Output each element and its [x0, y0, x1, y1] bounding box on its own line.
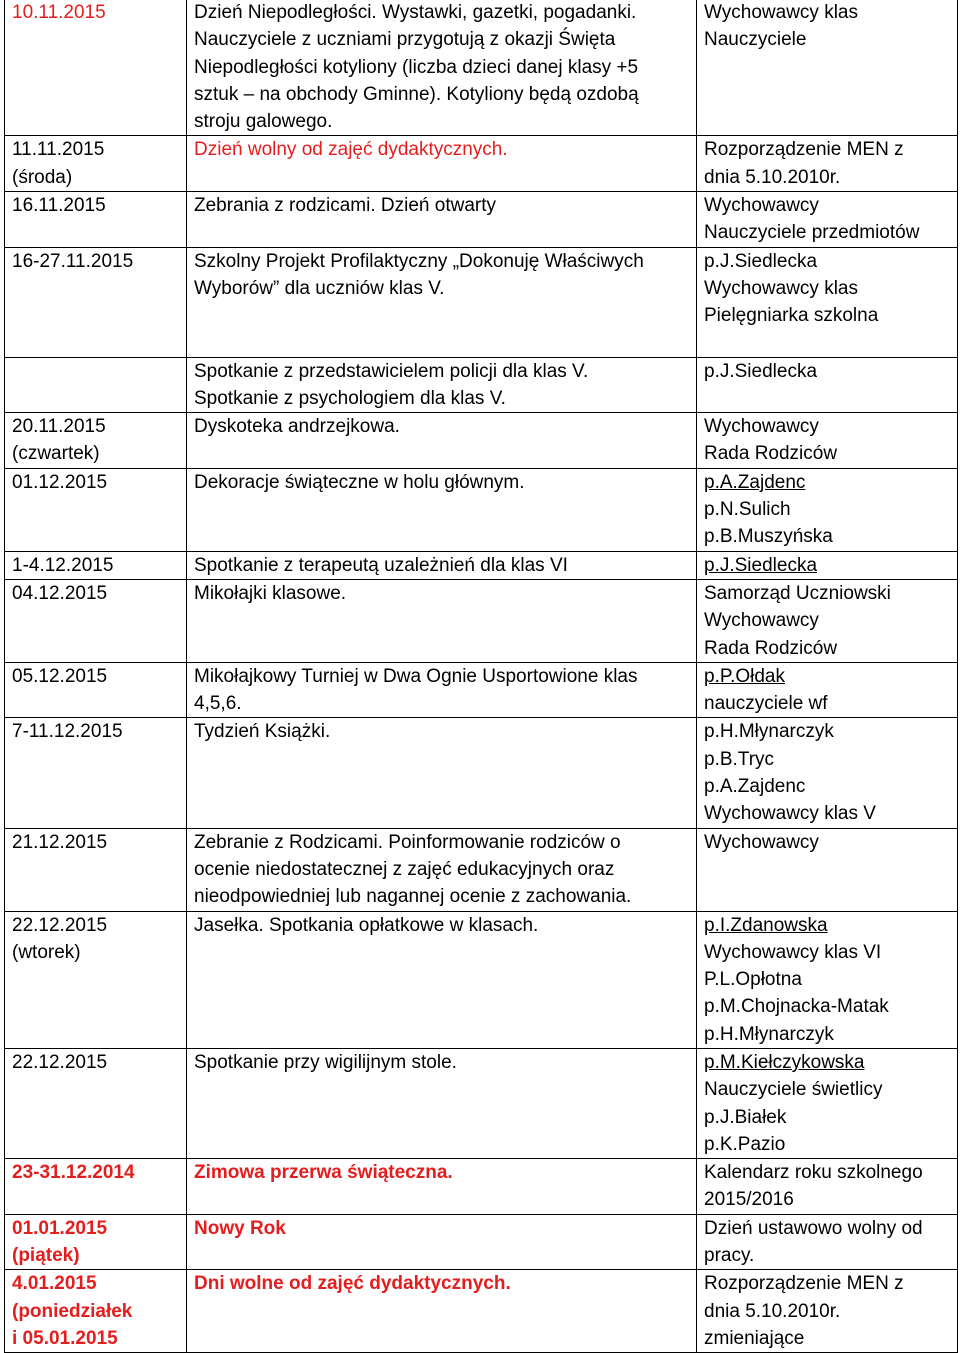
event-cell: Dzień Niepodległości. Wystawki, gazetki, pogadanki. Nauczyciele z uczniami przygotują z okazji Święta Niepodległości kotyliony (liczba dzieci danej klasy +5 sztuk – na obchody Gminne). Kotyliony będą ozdobą stroju galowego. [187, 0, 697, 136]
event-cell: Mikołajki klasowe. [187, 579, 697, 662]
event-cell: Zebranie z Rodzicami. Poinformowanie rodziców o ocenie niedostatecznej z zajęć edukacyjnych oraz nieodpowiedniej lub nagannej ocenie z zachowania. [187, 828, 697, 911]
responsible-cell: p.A.Zajdenc p.N.Sulich p.B.Muszyńska [697, 468, 958, 551]
responsible-cell: Wychowawcy Rada Rodziców [697, 413, 958, 469]
table-row [5, 551, 958, 579]
event-cell: Szkolny Projekt Profilaktyczny „Dokonuję Właściwych Wyborów” dla uczniów klas V. [187, 247, 697, 357]
responsible-cell: p.M.Kiełczykowska Nauczyciele świetlicy p.J.Białek p.K.Pazio [697, 1048, 958, 1158]
date-cell: 22.12.2015 (wtorek) [5, 911, 187, 1048]
date-cell: 21.12.2015 [5, 828, 187, 911]
responsible-cell: p.P.Ołdak nauczyciele wf [697, 662, 958, 718]
event-cell: Dni wolne od zajęć dydaktycznych. [187, 1270, 697, 1353]
date-cell: 01.12.2015 [5, 468, 187, 551]
date-cell: 22.12.2015 [5, 1048, 187, 1158]
date-cell: 16-27.11.2015 [5, 247, 187, 357]
responsible-cell: p.I.Zdanowska Wychowawcy klas VI P.L.Opłotna p.M.Chojnacka-Matak p.H.Młynarczyk [697, 911, 958, 1048]
table-row [5, 192, 958, 248]
event-cell: Jasełka. Spotkania opłatkowe w klasach. [187, 911, 697, 1048]
table-row [5, 1048, 958, 1158]
date-cell: 11.11.2015 (środa) [5, 136, 187, 192]
date-cell: 4.01.2015 (poniedziałek i 05.01.2015 [5, 1270, 187, 1353]
table-row [5, 247, 958, 357]
event-cell: Zimowa przerwa świąteczna. [187, 1159, 697, 1215]
date-cell [5, 357, 187, 413]
table-row [5, 1270, 958, 1353]
responsible-cell: Rozporządzenie MEN z dnia 5.10.2010r. [697, 136, 958, 192]
date-cell: 04.12.2015 [5, 579, 187, 662]
event-cell: Zebrania z rodzicami. Dzień otwarty [187, 192, 697, 248]
table-row [5, 911, 958, 1048]
event-cell: Nowy Rok [187, 1214, 697, 1270]
table-row [5, 0, 958, 136]
table-row [5, 828, 958, 911]
table-row [5, 136, 958, 192]
table-row [5, 1214, 958, 1270]
table-row [5, 662, 958, 718]
event-cell: Spotkanie z przedstawicielem policji dla klas V. Spotkanie z psychologiem dla klas V. [187, 357, 697, 413]
table-row [5, 357, 958, 413]
event-cell: Mikołajkowy Turniej w Dwa Ognie Usportowione klas 4,5,6. [187, 662, 697, 718]
responsible-cell: Rozporządzenie MEN z dnia 5.10.2010r. zmieniające [697, 1270, 958, 1353]
date-cell: 7-11.12.2015 [5, 718, 187, 828]
date-cell: 20.11.2015 (czwartek) [5, 413, 187, 469]
responsible-cell: Samorząd Uczniowski Wychowawcy Rada Rodziców [697, 579, 958, 662]
event-cell: Dyskoteka andrzejkowa. [187, 413, 697, 469]
table-row [5, 413, 958, 469]
responsible-cell: Dzień ustawowo wolny od pracy. [697, 1214, 958, 1270]
table-row [5, 718, 958, 828]
responsible-cell: p.H.Młynarczyk p.B.Tryc p.A.Zajdenc Wychowawcy klas V [697, 718, 958, 828]
responsible-cell: p.J.Siedlecka Wychowawcy klas Pielęgniarka szkolna [697, 247, 958, 357]
responsible-cell: Kalendarz roku szkolnego 2015/2016 [697, 1159, 958, 1215]
table-row [5, 1159, 958, 1215]
responsible-cell: Wychowawcy Nauczyciele przedmiotów [697, 192, 958, 248]
date-cell: 23-31.12.2014 [5, 1159, 187, 1215]
date-cell: 01.01.2015 (piątek) [5, 1214, 187, 1270]
table-row [5, 579, 958, 662]
event-cell: Spotkanie przy wigilijnym stole. [187, 1048, 697, 1158]
event-cell: Dekoracje świąteczne w holu głównym. [187, 468, 697, 551]
schedule-table [4, 0, 958, 1353]
event-cell: Dzień wolny od zajęć dydaktycznych. [187, 136, 697, 192]
responsible-cell: Wychowawcy klas Nauczyciele [697, 0, 958, 136]
date-cell: 16.11.2015 [5, 192, 187, 248]
responsible-cell: Wychowawcy [697, 828, 958, 911]
event-cell: Tydzień Książki. [187, 718, 697, 828]
date-cell: 05.12.2015 [5, 662, 187, 718]
date-cell: 10.11.2015 [5, 0, 187, 136]
event-cell: Spotkanie z terapeutą uzależnień dla klas VI [187, 551, 697, 579]
responsible-cell: p.J.Siedlecka [697, 357, 958, 413]
table-row [5, 468, 958, 551]
responsible-cell: p.J.Siedlecka [697, 551, 958, 579]
date-cell: 1-4.12.2015 [5, 551, 187, 579]
